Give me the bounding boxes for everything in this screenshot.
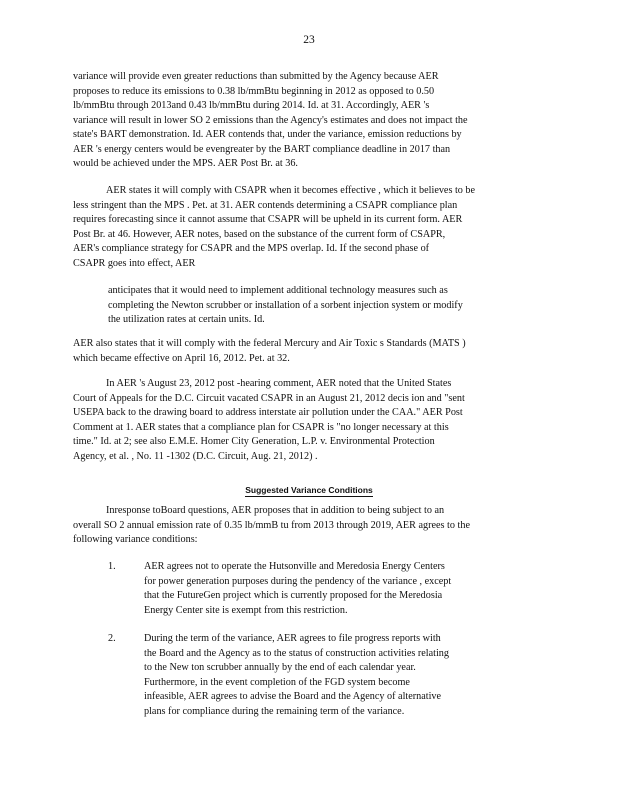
text-line: Furthermore, in the event completion of the FGD system become bbox=[144, 676, 410, 688]
text-line: Energy Center site is exempt from this restriction. bbox=[144, 604, 348, 616]
conditions-list bbox=[108, 560, 518, 733]
paragraph-variance-reductions bbox=[73, 70, 541, 172]
text-line: variance will result in lower SO 2 emissions than the Agency's estimates and does not impact the bbox=[73, 114, 468, 126]
text-line: state's BART demonstration. Id. AER contends that, under the variance, emission reductions by bbox=[73, 129, 462, 140]
text-line: anticipates that it would need to implement additional technology measures such as bbox=[108, 285, 448, 296]
text-line: less stringent than the MPS . Pet. at 31. AER contends determining a CSAPR compliance plan bbox=[73, 199, 458, 211]
text-line: AER agrees not to operate the Hutsonville and Meredosia Energy Centers bbox=[144, 561, 445, 572]
text-line: Inresponse toBoard questions, AER proposes that in addition to being subject to an bbox=[106, 505, 445, 516]
condition-item bbox=[108, 632, 518, 719]
text-line: the Board and the Agency as to the status of construction activities relating bbox=[144, 647, 449, 659]
text-line: completing the Newton scrubber or installation of a sorbent injection system or modify bbox=[108, 299, 463, 311]
condition-number: 2. bbox=[108, 633, 116, 644]
text-line: requires forecasting since it cannot assume that CSAPR will be upheld in its current form. AER bbox=[73, 214, 463, 225]
text-line: USEPA back to the drawing board to address interstate air pollution under the CAA." AER Post bbox=[73, 407, 463, 418]
section-heading-text: Suggested Variance Conditions bbox=[245, 485, 373, 495]
paragraph-post-hearing-comment bbox=[73, 377, 541, 464]
paragraph-csapr-compliance bbox=[73, 184, 541, 271]
text-line: the utilization rates at certain units. Id. bbox=[108, 314, 265, 325]
text-line: CSAPR goes into effect, AER bbox=[73, 257, 196, 269]
text-line: which became effective on April 16, 2012. Pet. at 32. bbox=[73, 352, 290, 364]
text-line: Agency, et al. , No. 11 -1302 (D.C. Circuit, Aug. 21, 2012) . bbox=[73, 450, 318, 462]
text-line: Post Br. at 46. However, AER notes, based on the substance of the current form of CSAPR, bbox=[73, 228, 446, 240]
paragraph-conditions-intro bbox=[73, 504, 541, 548]
text-line: During the term of the variance, AER agrees to file progress reports with bbox=[144, 633, 441, 644]
text-line: proposes to reduce its emissions to 0.38 lb/mmBtu beginning in 2012 as opposed to 0.50 bbox=[73, 85, 435, 97]
text-line: plans for compliance during the remaining term of the variance. bbox=[144, 705, 405, 717]
text-line: AER also states that it will comply with the federal Mercury and Air Toxic s Standards (MATS ) bbox=[73, 338, 466, 349]
text-line: for power generation purposes during the pendency of the variance , except bbox=[144, 575, 452, 587]
condition-number: 1. bbox=[108, 561, 116, 572]
text-line: infeasible, AER agrees to advise the Board and the Agency of alternative bbox=[144, 691, 442, 702]
text-line: to the New ton scrubber annually by the end of each calendar year. bbox=[144, 662, 416, 673]
text-line: would be achieved under the MPS. AER Post Br. at 36. bbox=[73, 158, 298, 169]
block-quote bbox=[108, 284, 530, 328]
text-line: Comment at 1. AER states that a compliance plan for CSAPR is "no longer necessary at this bbox=[73, 421, 449, 433]
text-line: AER states it will comply with CSAPR when it becomes effective , which it believes to be bbox=[106, 185, 476, 196]
text-line: variance will provide even greater reductions than submitted by the Agency because AER bbox=[73, 71, 439, 82]
text-line: AER 's energy centers would be evengreater by the BART compliance deadline in 2017 than bbox=[73, 143, 451, 155]
page-number: 23 bbox=[303, 34, 315, 46]
text-line: time." Id. at 2; see also E.M.E. Homer City Generation, L.P. v. Environmental Protection bbox=[73, 436, 435, 447]
text-line: In AER 's August 23, 2012 post -hearing comment, AER noted that the United States bbox=[106, 378, 452, 389]
paragraph-mats bbox=[73, 337, 541, 366]
text-line: lb/mmBtu through 2013and 0.43 lb/mmBtu during 2014. Id. at 31. Accordingly, AER 's bbox=[73, 100, 430, 111]
text-line: overall SO 2 annual emission rate of 0.35 lb/mmB tu from 2013 through 2019, AER agrees to the bbox=[73, 519, 470, 531]
text-line: Court of Appeals for the D.C. Circuit vacated CSAPR in an August 21, 2012 decis ion and "sent bbox=[73, 392, 465, 404]
section-heading bbox=[0, 483, 618, 498]
text-line: that the FutureGen project which is currently proposed for the Meredosia bbox=[144, 590, 443, 601]
text-line: AER's compliance strategy for CSAPR and the MPS overlap. Id. If the second phase of bbox=[73, 243, 430, 254]
text-line: following variance conditions: bbox=[73, 534, 198, 545]
condition-item bbox=[108, 560, 518, 618]
